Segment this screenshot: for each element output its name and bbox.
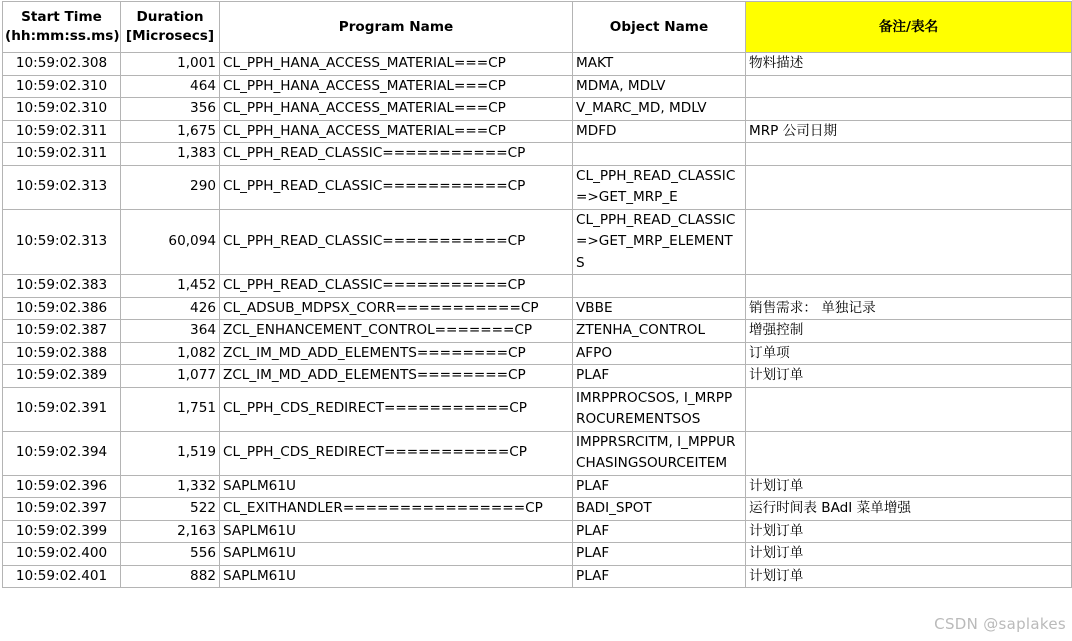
object-name-cell: BADI_SPOT [573,498,746,521]
duration-cell: 464 [121,75,220,98]
start-time-cell: 10:59:02.313 [3,165,121,209]
duration-cell: 522 [121,498,220,521]
note-cell: 销售需求： 单独记录 [746,297,1072,320]
start-time-cell: 10:59:02.310 [3,98,121,121]
note-cell: 计划订单 [746,365,1072,388]
note-cell: 计划订单 [746,475,1072,498]
header-row [3,2,1072,53]
table-row [3,209,1072,275]
watermark: CSDN @saplakes [934,615,1066,633]
note-cell: 计划订单 [746,543,1072,566]
object-name-cell: PLAF [573,520,746,543]
table-row [3,53,1072,76]
object-name-cell: VBBE [573,297,746,320]
program-name-cell: CL_ADSUB_MDPSX_CORR===========CP [220,297,573,320]
duration-cell: 1,001 [121,53,220,76]
start-time-cell: 10:59:02.391 [3,387,121,431]
table-row [3,165,1072,209]
object-name-cell: IMRPPROCSOS, I_MRPPROCUREMENTSOS [573,387,746,431]
table-row [3,387,1072,431]
table-row [3,475,1072,498]
duration-cell: 60,094 [121,209,220,275]
start-time-cell: 10:59:02.308 [3,53,121,76]
program-name-cell: CL_PPH_HANA_ACCESS_MATERIAL===CP [220,75,573,98]
duration-cell: 1,519 [121,431,220,475]
program-name-cell: CL_PPH_CDS_REDIRECT===========CP [220,431,573,475]
note-cell [746,143,1072,166]
program-name-cell: CL_PPH_HANA_ACCESS_MATERIAL===CP [220,98,573,121]
note-cell: 物料描述 [746,53,1072,76]
note-cell [746,275,1072,298]
object-name-cell: PLAF [573,365,746,388]
program-name-cell: CL_PPH_READ_CLASSIC===========CP [220,143,573,166]
start-time-cell: 10:59:02.401 [3,565,121,588]
object-name-cell: MDFD [573,120,746,143]
start-time-cell: 10:59:02.399 [3,520,121,543]
duration-cell: 1,077 [121,365,220,388]
start-time-cell: 10:59:02.313 [3,209,121,275]
note-cell [746,387,1072,431]
object-name-cell: CL_PPH_READ_CLASSIC=>GET_MRP_ELEMENTS [573,209,746,275]
object-name-cell: CL_PPH_READ_CLASSIC=>GET_MRP_E [573,165,746,209]
object-name-cell: MAKT [573,53,746,76]
table-row [3,120,1072,143]
object-name-cell: PLAF [573,565,746,588]
object-name-cell: PLAF [573,543,746,566]
note-cell: 运行时间表 BAdI 菜单增强 [746,498,1072,521]
note-cell: 计划订单 [746,565,1072,588]
duration-cell: 290 [121,165,220,209]
note-cell: 增强控制 [746,320,1072,343]
duration-cell: 1,751 [121,387,220,431]
duration-cell: 364 [121,320,220,343]
table-row [3,365,1072,388]
note-cell: 订单项 [746,342,1072,365]
table-row [3,431,1072,475]
object-name-cell: AFPO [573,342,746,365]
duration-cell: 1,452 [121,275,220,298]
note-cell [746,165,1072,209]
start-time-cell: 10:59:02.311 [3,120,121,143]
note-cell: MRP 公司日期 [746,120,1072,143]
object-name-cell: IMPPRSRCITM, I_MPPURCHASINGSOURCEITEM [573,431,746,475]
table-row [3,498,1072,521]
duration-cell: 1,675 [121,120,220,143]
duration-cell: 356 [121,98,220,121]
start-time-cell: 10:59:02.400 [3,543,121,566]
program-name-cell: SAPLM61U [220,565,573,588]
start-time-cell: 10:59:02.310 [3,75,121,98]
program-name-cell: ZCL_IM_MD_ADD_ELEMENTS========CP [220,342,573,365]
duration-cell: 882 [121,565,220,588]
note-cell [746,209,1072,275]
program-name-cell: SAPLM61U [220,543,573,566]
program-name-cell: ZCL_IM_MD_ADD_ELEMENTS========CP [220,365,573,388]
table-row [3,520,1072,543]
duration-cell: 1,082 [121,342,220,365]
trace-table [2,1,1072,588]
table-row [3,297,1072,320]
start-time-cell: 10:59:02.311 [3,143,121,166]
duration-cell: 2,163 [121,520,220,543]
object-name-cell: MDMA, MDLV [573,75,746,98]
duration-header: Duration [Microsecs] [121,2,220,53]
duration-cell: 1,332 [121,475,220,498]
object-name-cell [573,275,746,298]
program-name-cell: CL_PPH_READ_CLASSIC===========CP [220,275,573,298]
object-name-cell [573,143,746,166]
program-name-cell: SAPLM61U [220,475,573,498]
program-name-cell: CL_PPH_READ_CLASSIC===========CP [220,209,573,275]
note-cell [746,431,1072,475]
start-time-cell: 10:59:02.383 [3,275,121,298]
table-row [3,98,1072,121]
note-header: 备注/表名 [746,2,1072,53]
note-cell [746,98,1072,121]
object-name-header: Object Name [573,2,746,53]
start-time-header: Start Time (hh:mm:ss.ms) [3,2,121,53]
object-name-cell: V_MARC_MD, MDLV [573,98,746,121]
program-name-cell: CL_PPH_HANA_ACCESS_MATERIAL===CP [220,53,573,76]
table-row [3,275,1072,298]
program-name-header: Program Name [220,2,573,53]
note-cell [746,75,1072,98]
table-row [3,143,1072,166]
object-name-cell: PLAF [573,475,746,498]
object-name-cell: ZTENHA_CONTROL [573,320,746,343]
duration-cell: 426 [121,297,220,320]
duration-cell: 1,383 [121,143,220,166]
table-row [3,75,1072,98]
start-time-cell: 10:59:02.387 [3,320,121,343]
program-name-cell: CL_PPH_HANA_ACCESS_MATERIAL===CP [220,120,573,143]
program-name-cell: CL_PPH_READ_CLASSIC===========CP [220,165,573,209]
start-time-cell: 10:59:02.389 [3,365,121,388]
table-row [3,342,1072,365]
start-time-cell: 10:59:02.394 [3,431,121,475]
program-name-cell: CL_PPH_CDS_REDIRECT===========CP [220,387,573,431]
table-row [3,320,1072,343]
table-row [3,565,1072,588]
program-name-cell: ZCL_ENHANCEMENT_CONTROL=======CP [220,320,573,343]
note-cell: 计划订单 [746,520,1072,543]
start-time-cell: 10:59:02.386 [3,297,121,320]
program-name-cell: SAPLM61U [220,520,573,543]
start-time-cell: 10:59:02.397 [3,498,121,521]
start-time-cell: 10:59:02.388 [3,342,121,365]
start-time-cell: 10:59:02.396 [3,475,121,498]
program-name-cell: CL_EXITHANDLER================CP [220,498,573,521]
duration-cell: 556 [121,543,220,566]
table-row [3,543,1072,566]
